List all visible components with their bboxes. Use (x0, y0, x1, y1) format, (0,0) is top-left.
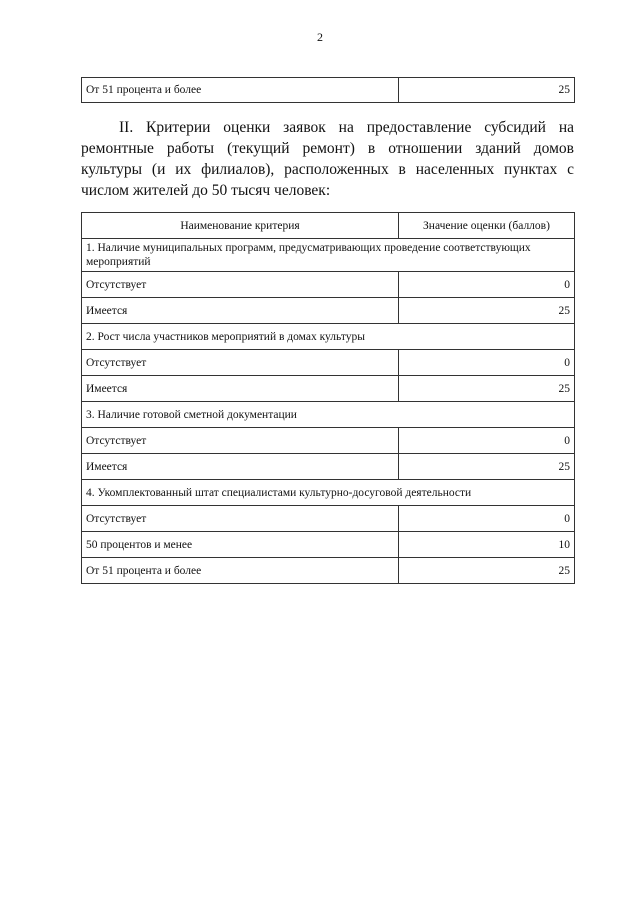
score-value: 25 (399, 298, 575, 324)
table-row (82, 532, 575, 558)
table-row (82, 506, 575, 532)
score-value: 25 (399, 454, 575, 480)
table-row (82, 298, 575, 324)
score-value: 0 (399, 272, 575, 298)
table-row (82, 428, 575, 454)
score-value: 25 (399, 78, 575, 103)
group-title-row (82, 402, 575, 428)
criterion-group-title: 2. Рост числа участников мероприятий в домах культуры (82, 324, 575, 350)
criterion-option: 50 процентов и менее (82, 532, 399, 558)
table-row (82, 350, 575, 376)
criterion-option: Отсутствует (82, 428, 399, 454)
section-heading: II. Критерии оценки заявок на предоставление субсидий на ремонтные работы (текущий ремонт) в отношении зданий домов культуры (и их филиалов), расположенных в населенных пунктах с числом жителей до 50 тысяч человек: (81, 119, 574, 199)
score-value: 0 (399, 428, 575, 454)
criterion-option: Отсутствует (82, 272, 399, 298)
table-row (82, 454, 575, 480)
criterion-option: От 51 процента и более (82, 558, 399, 584)
criterion-option: Имеется (82, 298, 399, 324)
header-score-value: Значение оценки (баллов) (399, 213, 575, 239)
criterion-option: Отсутствует (82, 506, 399, 532)
criterion-group-title: 3. Наличие готовой сметной документации (82, 402, 575, 428)
header-criterion-name: Наименование критерия (82, 213, 399, 239)
criteria-table (81, 212, 575, 584)
criterion-option: Имеется (82, 454, 399, 480)
criterion-group-title: 1. Наличие муниципальных программ, предусматривающих проведение соответствующих мероприятий (82, 239, 575, 272)
score-value: 25 (399, 376, 575, 402)
table-header-row (82, 213, 575, 239)
criterion-option: От 51 процента и более (82, 78, 399, 103)
continued-table (81, 77, 575, 103)
group-title-row (82, 324, 575, 350)
score-value: 10 (399, 532, 575, 558)
page-number: 2 (317, 30, 323, 44)
table-row (82, 376, 575, 402)
score-value: 0 (399, 506, 575, 532)
criterion-option: Отсутствует (82, 350, 399, 376)
group-title-row (82, 239, 575, 272)
table-row (82, 78, 575, 103)
table-row (82, 558, 575, 584)
criterion-option: Имеется (82, 376, 399, 402)
criterion-group-title: 4. Укомплектованный штат специалистами культурно-досуговой деятельности (82, 480, 575, 506)
group-title-row (82, 480, 575, 506)
table-row (82, 272, 575, 298)
score-value: 0 (399, 350, 575, 376)
score-value: 25 (399, 558, 575, 584)
